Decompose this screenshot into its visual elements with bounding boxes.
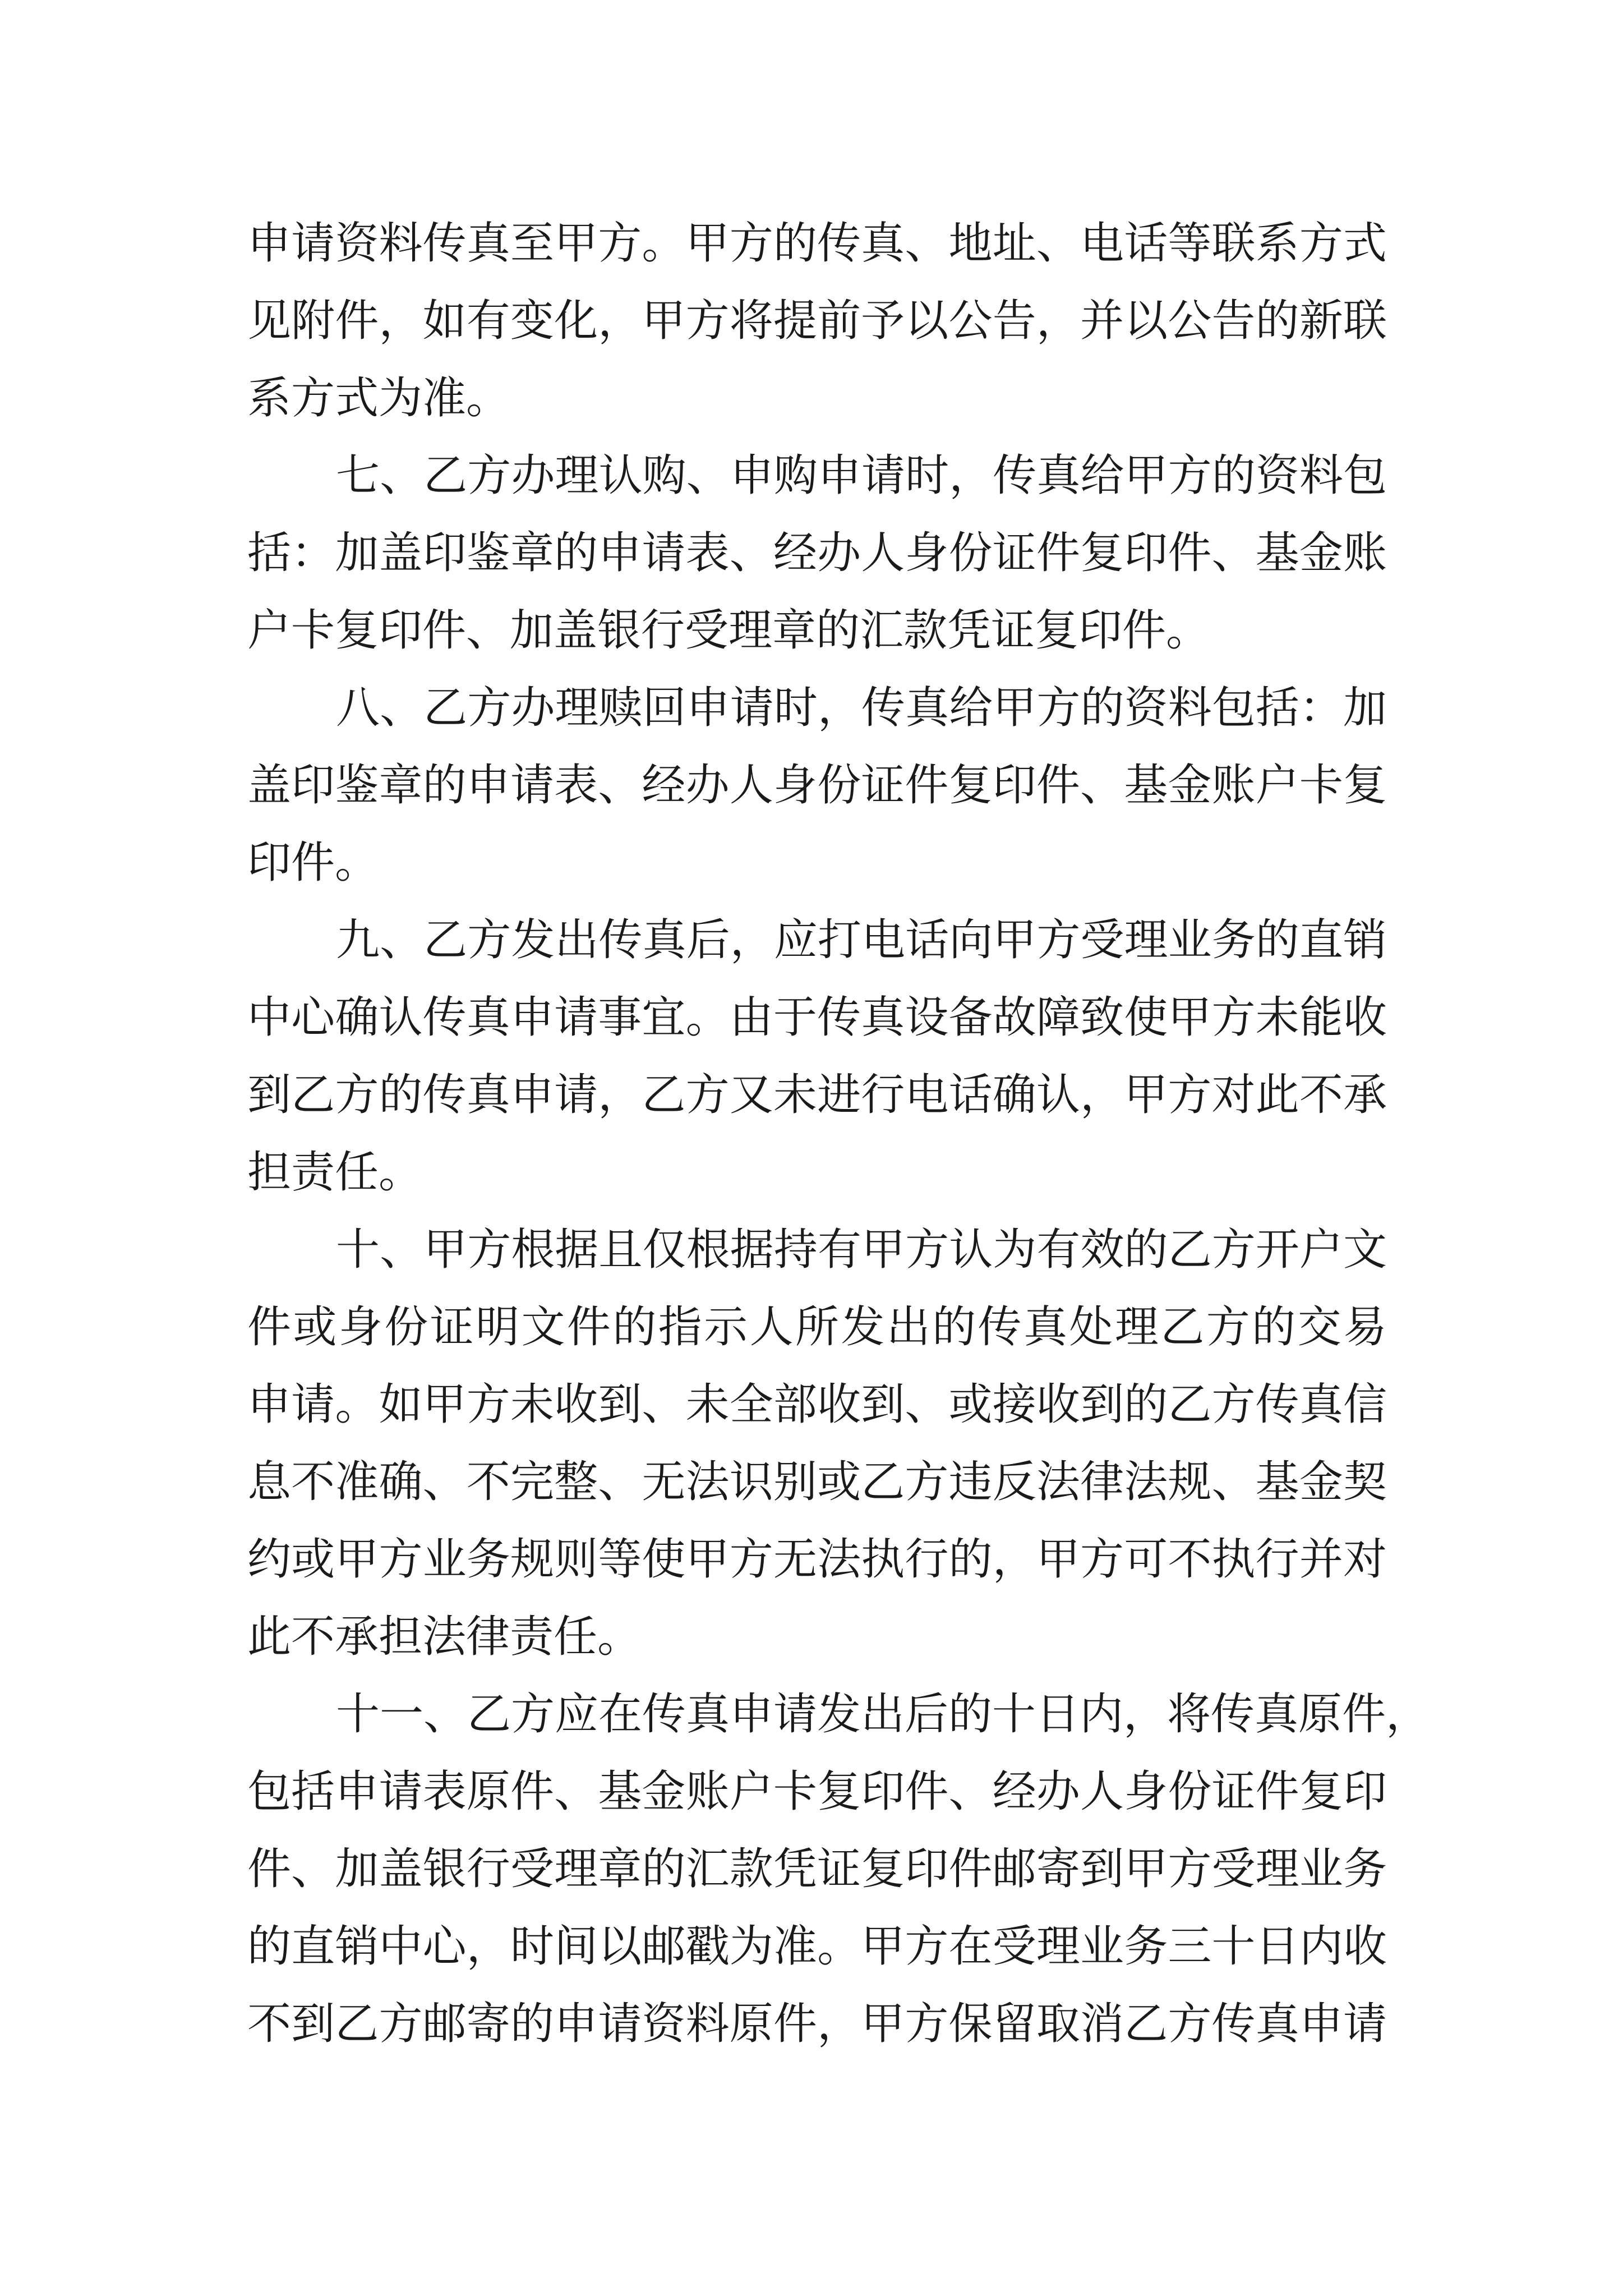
text-line: 申请资料传真至甲方。甲方的传真、地址、电话等联系方式 bbox=[247, 218, 1387, 269]
text-line: 括：加盖印鉴章的申请表、经办人身份证件复印件、基金账 bbox=[247, 528, 1387, 578]
paragraph-first-line: 九、乙方发出传真后，应打电话向甲方受理业务的直销 bbox=[336, 915, 1387, 965]
paragraph-first-line: 十一、乙方应在传真申请发出后的十日内，将传真原件， bbox=[336, 1689, 1430, 1740]
text-line: 不到乙方邮寄的申请资料原件，甲方保留取消乙方传真申请 bbox=[247, 1999, 1387, 2049]
paragraph-first-line: 八、乙方办理赎回申请时，传真给甲方的资料包括：加 bbox=[336, 683, 1387, 733]
text-line: 印件。 bbox=[247, 838, 379, 888]
text-line: 盖印鉴章的申请表、经办人身份证件复印件、基金账户卡复 bbox=[247, 760, 1387, 811]
text-line: 约或甲方业务规则等使甲方无法执行的，甲方可不执行并对 bbox=[247, 1534, 1387, 1585]
text-line: 的直销中心，时间以邮戳为准。甲方在受理业务三十日内收 bbox=[247, 1921, 1387, 1972]
paragraph-first-line: 七、乙方办理认购、申购申请时，传真给甲方的资料包 bbox=[336, 450, 1387, 501]
text-line: 申请。如甲方未收到、未全部收到、或接收到的乙方传真信 bbox=[247, 1379, 1387, 1430]
text-line: 此不承担法律责任。 bbox=[247, 1612, 642, 1662]
text-line: 担责任。 bbox=[247, 1147, 423, 1198]
text-line: 中心确认传真申请事宜。由于传真设备故障致使甲方未能收 bbox=[247, 992, 1387, 1043]
text-line: 件或身份证明文件的指示人所发出的传真处理乙方的交易 bbox=[247, 1302, 1387, 1352]
text-line: 见附件，如有变化，甲方将提前予以公告，并以公告的新联 bbox=[247, 296, 1387, 346]
text-line: 户卡复印件、加盖银行受理章的汇款凭证复印件。 bbox=[247, 605, 1210, 656]
text-line: 息不准确、不完整、无法识别或乙方违反法律法规、基金契 bbox=[247, 1457, 1387, 1507]
text-line: 系方式为准。 bbox=[247, 373, 510, 424]
text-line: 包括申请表原件、基金账户卡复印件、经办人身份证件复印 bbox=[247, 1766, 1387, 1817]
text-line: 到乙方的传真申请，乙方又未进行电话确认，甲方对此不承 bbox=[247, 1070, 1387, 1120]
paragraph-first-line: 十、甲方根据且仅根据持有甲方认为有效的乙方开户文 bbox=[336, 1225, 1387, 1275]
text-line: 件、加盖银行受理章的汇款凭证复印件邮寄到甲方受理业务 bbox=[247, 1844, 1387, 1894]
